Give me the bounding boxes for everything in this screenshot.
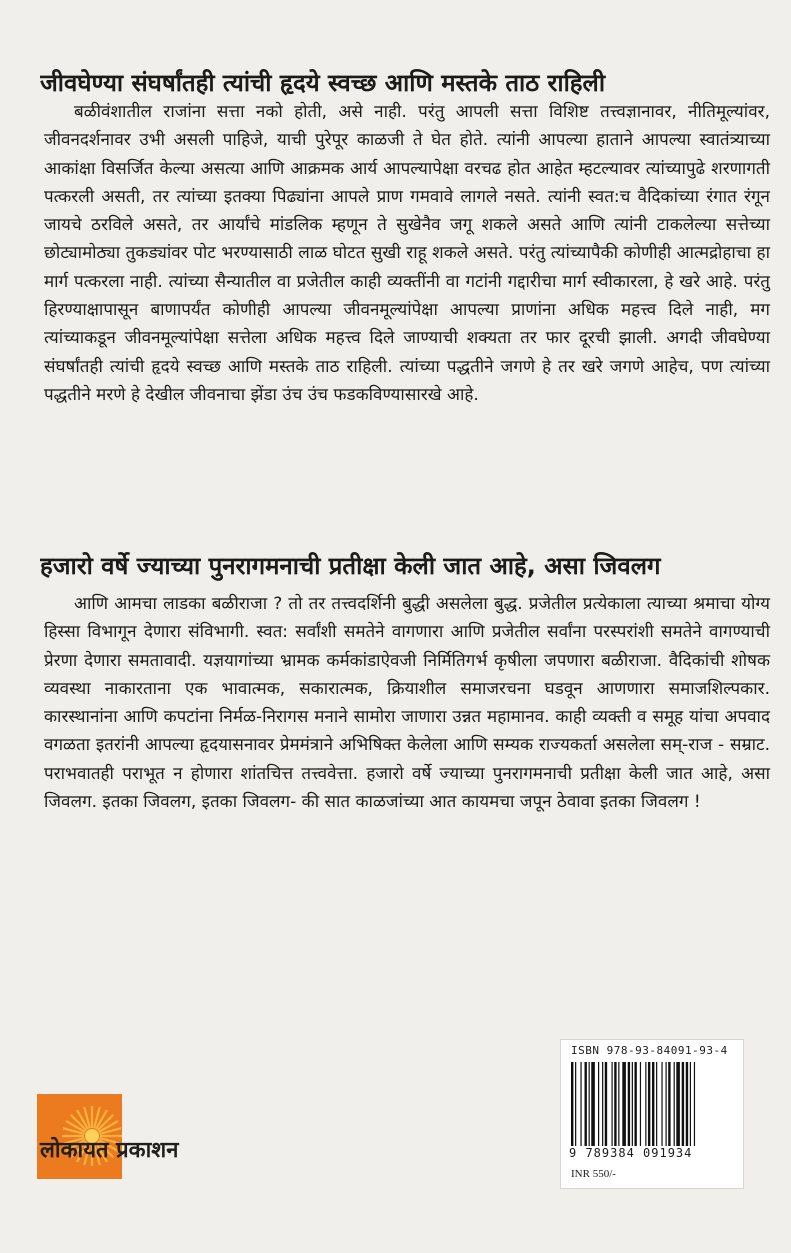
section-paragraph-2: आणि आमचा लाडका बळीराजा ? तो तर तत्त्वदर्शिनी बुद्धी असलेला बुद्ध. प्रजेतील प्रत्येकाला त्याच्या श्रमाचा योग्य हिस्सा विभागून देणारा संविभागी. स्वत: सर्वांशी समतेने वागणारा आणि प्रजेतील सर्वांना परस्परांशी समतेने वागण्याची प्रेरणा देणारा समतावादी. यज्ञयागांच्या भ्रामक कर्मकांडाऐवजी निर्मितिगर्भ कृषीला जपणारा बळीराजा. वैदिकांची शोषक व्यवस्था नाकारताना एक भावात्मक, सकारात्मक, क्रियाशील समाजरचना घडवून आणणारा समाजशिल्पकार. कारस्थानांना आणि कपटांना निर्मळ-निरागस मनाने सामोरा जाणारा उन्नत महामानव. काही व्यक्ती व समूह यांचा अपवाद वगळता इतरांनी आपल्या हृदयासनावर प्रेममंत्राने अभिषिक्त केलेला आणि सम्यक राज्यकर्ता असलेला सम्-राज - सम्राट. पराभवातही पराभूत न होणारा शांतचित्त तत्त्ववेत्ता. हजारो वर्षे ज्याच्या पुनरागमनाची प्रतीक्षा केली जात आहे, असा जिवलग. इतका जिवलग, इतका जिवलग- की सात काळजांच्या आत कायमचा जपून ठेवावा इतका जिवलग ! (44, 594, 770, 813)
section-paragraph-1: बळीवंशातील राजांना सत्ता नको होती, असे नाही. परंतु आपली सत्ता विशिष्ट तत्त्वज्ञानावर, नीतिमूल्यांवर, जीवनदर्शनावर उभी असली पाहिजे, याची पुरेपूर काळजी ते घेत होते. त्यांनी आपल्या हाताने आपल्या स्वातंत्र्याच्या आकांक्षा विसर्जित केल्या असत्या आणि आक्रमक आर्य आपल्यापेक्षा वरचढ होत आहेत म्हटल्यावर त्यांच्यापुढे शरणागती पत्करली असती, तर त्यांच्या इतक्या पिढ्यांना आपले प्राण गमवावे लागले नसते. त्यांनी स्वत:च वैदिकांच्या रंगात रंगून जायचे ठरविले असते, तर आर्यांचे मांडलिक म्हणून ते सुखेनैव जगू शकले असते आणि त्यांनी टाकलेल्या सत्तेच्या छोट्यामोठ्या तुकड्यांवर पोट भरण्यासाठी लाळ घोटत सुखी राहू शकले असते. परंतु त्यांच्यापैकी कोणीही आत्मद्रोहाचा हा मार्ग पत्करला नाही. त्यांच्या सैन्यातील वा प्रजेतील काही व्यक्तींनी वा गटांनी गद्दारीचा मार्ग स्वीकारला, हे खरे आहे. परंतु हिरण्याक्षापासून बाणापर्यंत कोणीही आपल्या जीवनमूल्यांपेक्षा आपल्या प्राणांना अधिक महत्त्व दिले नाही, मग त्यांच्याकडून जीवनमूल्यांपेक्षा सत्तेला अधिक महत्त्व दिले जाण्याची शक्यता तर फार दूरची झाली. अगदी जीवघेण्या संघर्षांतही त्यांची हृदये स्वच्छ आणि मस्तके ताठ राहिली. त्यांच्या पद्धतीने जगणे हे तर खरे जगणे आहेच, पण त्यांच्या पद्धतीने मरणे हे देखील जीवनाचा झेंडा उंच उंच फडकविण्यासारखे आहे. (44, 102, 770, 405)
section-heading-1: जीवघेण्या संघर्षांतही त्यांची हृदये स्वच्छ आणि मस्तके ताठ राहिली (40, 69, 606, 97)
barcode-icon (571, 1062, 733, 1146)
barcode-digits: 9 789384 091934 (569, 1146, 693, 1160)
publisher-name: लोकायत प्रकाशन (40, 1138, 179, 1163)
isbn-label: ISBN 978-93-84091-93-4 (571, 1044, 728, 1057)
price-label: INR 550/- (571, 1168, 616, 1180)
barcode-panel (560, 1039, 744, 1189)
section-heading-2: हजारो वर्षे ज्याच्या पुनरागमनाची प्रतीक्षा केली जात आहे, असा जिवलग (40, 552, 661, 580)
